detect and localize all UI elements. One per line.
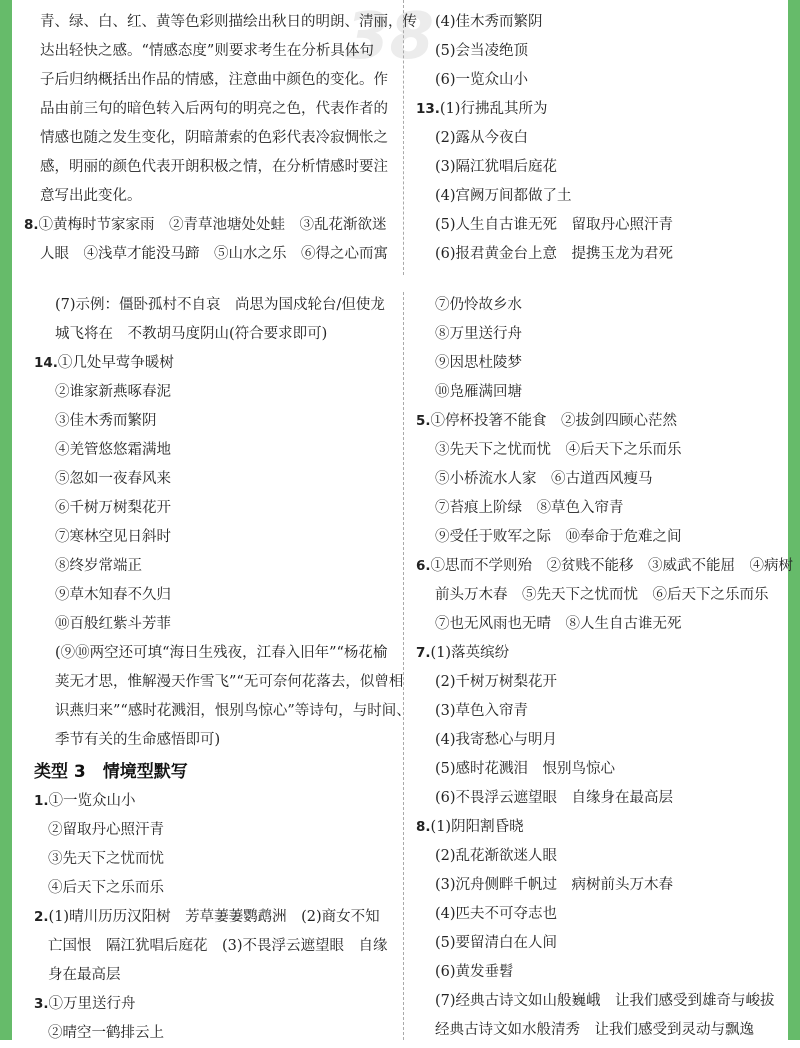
line-text: ⑥千树万树梨花开	[55, 500, 171, 516]
item-number: 1.	[34, 793, 49, 809]
line-text: ⑨草木知春不久归	[55, 587, 171, 603]
line-text: 亡国恨 隔江犹唱后庭花 (3)不畏浮云遮望眼 自缘	[48, 938, 388, 954]
line-text: ④后天下之乐而乐	[48, 880, 164, 896]
text-line	[435, 378, 522, 407]
text-line	[55, 436, 171, 465]
line-text: ⑦寒林空见日斜时	[55, 529, 171, 545]
text-line	[40, 8, 417, 37]
text-line	[435, 8, 543, 37]
line-text: 情感也随之发生变化，阴暗萧索的色彩代表冷寂惆怅之	[40, 130, 388, 146]
item-number: 7.	[416, 645, 431, 661]
text-line	[435, 465, 653, 494]
text-line	[435, 37, 528, 66]
answer-item	[24, 211, 387, 240]
text-line	[55, 320, 327, 349]
text-line	[48, 1019, 164, 1048]
line-text: 品由前三句的暗色转入后两句的明亮之色，代表作者的	[40, 101, 388, 117]
line-text: (3)隔江犹唱后庭花	[435, 159, 558, 175]
text-line	[55, 639, 387, 668]
line-text: (7)经典古诗文如山般巍峨 让我们感受到雄奇与峻拔	[435, 993, 775, 1009]
line-text: (3)沉舟侧畔千帆过 病树前头万木春	[435, 877, 674, 893]
item-number: 2.	[34, 909, 49, 925]
line-text: ⑧万里送行舟	[435, 326, 522, 342]
line-text: ②晴空一鹤排云上	[48, 1025, 164, 1041]
text-line	[40, 66, 388, 95]
answer-item	[416, 95, 547, 124]
text-line	[435, 66, 528, 95]
line-text: ⑧终岁常端正	[55, 558, 142, 574]
line-text: (4)我寄愁心与明月	[435, 732, 558, 748]
line-text: ⑦仍怜故乡水	[435, 297, 522, 313]
line-text: (4)佳木秀而繁阴	[435, 14, 543, 30]
line-text: 经典古诗文如水般清秀 让我们感受到灵动与飘逸	[435, 1022, 754, 1038]
line-text: (6)不畏浮云遮望眼 自缘身在最高层	[435, 790, 674, 806]
line-text: ①停杯投箸不能食 ②拔剑四顾心茫然	[430, 413, 678, 429]
text-line	[55, 697, 411, 726]
text-line	[40, 153, 388, 182]
line-text: ①思而不学则殆 ②贫贱不能移 ③威武不能屈 ④病树	[430, 558, 794, 574]
text-line	[55, 610, 171, 639]
text-line	[435, 1016, 754, 1045]
text-line	[435, 697, 528, 726]
column-divider-top	[403, 0, 404, 275]
line-text: (6)报君黄金台上意 提携玉龙为君死	[435, 246, 674, 262]
line-text: ⑤小桥流水人家 ⑥古道西风瘦马	[435, 471, 653, 487]
line-text: (2)千树万树梨花开	[435, 674, 558, 690]
text-line	[55, 465, 171, 494]
text-line	[435, 987, 775, 1016]
text-line	[40, 240, 388, 269]
text-line	[435, 182, 572, 211]
text-line	[40, 182, 142, 211]
line-text: (5)会当凌绝顶	[435, 43, 529, 59]
line-text: (1)阴阳割昏晓	[430, 819, 524, 835]
text-line	[435, 494, 624, 523]
line-text: (4)宫阙万间都做了土	[435, 188, 572, 204]
line-text: (2)乱花渐欲迷人眼	[435, 848, 558, 864]
text-line	[48, 961, 121, 990]
item-number: 14.	[34, 355, 58, 371]
line-text: 前头万木春 ⑤先天下之忧而忧 ⑥后天下之乐而乐	[435, 587, 769, 603]
text-line	[48, 816, 164, 845]
green-frame-right	[788, 0, 800, 1040]
text-line	[435, 842, 557, 871]
line-text: ③先天下之忧而忧	[48, 851, 164, 867]
line-text: (4)匹夫不可夺志也	[435, 906, 558, 922]
text-line	[55, 378, 171, 407]
line-text: (5)感时花溅泪 恨别鸟惊心	[435, 761, 616, 777]
line-text: 青、绿、白、红、黄等色彩则描绘出秋日的明朗、清丽，传	[40, 14, 417, 30]
text-line	[435, 900, 557, 929]
line-text: (5)要留清白在人间	[435, 935, 558, 951]
answer-item	[416, 552, 793, 581]
section-heading: 类型 3 情境型默写	[34, 762, 188, 782]
text-line	[55, 668, 403, 697]
line-text: 识燕归来”“感时花溅泪，恨别鸟惊心”等诗句，与时间、	[55, 703, 411, 719]
line-text: 季节有关的生命感悟即可)	[55, 732, 221, 748]
line-text: (5)人生自古谁无死 留取丹心照汗青	[435, 217, 674, 233]
line-text: (6)一览众山小	[435, 72, 529, 88]
text-line	[40, 95, 388, 124]
line-text: (⑨⑩两空还可填“海日生残夜，江春入旧年”“杨花榆	[55, 645, 388, 661]
text-line	[435, 240, 673, 269]
text-line	[435, 726, 557, 755]
line-text: ⑨因思杜陵梦	[435, 355, 522, 371]
answer-item	[416, 407, 677, 436]
line-text: ③佳木秀而繁阴	[55, 413, 157, 429]
text-line	[55, 726, 220, 755]
line-text: (7)示例：僵卧孤村不自哀 尚思为国戍轮台/但使龙	[55, 297, 385, 313]
text-line	[435, 871, 673, 900]
item-number: 6.	[416, 558, 431, 574]
line-text: (2)露从今夜白	[435, 130, 529, 146]
line-text: (1)行拂乱其所为	[439, 101, 548, 117]
line-text: ②谁家新燕啄春泥	[55, 384, 171, 400]
line-text: (1)落英缤纷	[430, 645, 510, 661]
text-line	[55, 407, 157, 436]
answer-item	[416, 639, 509, 668]
text-line	[48, 874, 164, 903]
svg-text:38: 38	[345, 0, 435, 70]
line-text: (3)草色入帘青	[435, 703, 529, 719]
line-text: ⑩百般红紫斗芳菲	[55, 616, 171, 632]
text-line	[40, 37, 374, 66]
item-number: 5.	[416, 413, 431, 429]
text-line	[435, 581, 769, 610]
answer-item	[34, 787, 136, 816]
line-text: (6)黄发垂髫	[435, 964, 514, 980]
text-line	[55, 552, 142, 581]
line-text: ⑩凫雁满回塘	[435, 384, 522, 400]
line-text: 荚无才思，惟解漫天作雪飞”“无可奈何花落去，似曾相	[55, 674, 404, 690]
text-line	[435, 755, 615, 784]
answer-item	[416, 813, 524, 842]
text-line	[435, 349, 522, 378]
line-text: ②留取丹心照汗青	[48, 822, 164, 838]
text-line	[435, 523, 682, 552]
item-number: 8.	[416, 819, 431, 835]
text-line	[48, 932, 388, 961]
line-text: 子后归纳概括出作品的情感，注意曲中颜色的变化。作	[40, 72, 388, 88]
line-text: ⑤忽如一夜春风来	[55, 471, 171, 487]
answer-item	[34, 903, 380, 932]
line-text: ⑦苔痕上阶绿 ⑧草色入帘青	[435, 500, 624, 516]
line-text: 感，明丽的颜色代表开朗积极之情，在分析情感时要注	[40, 159, 388, 175]
line-text: ①一览众山小	[48, 793, 136, 809]
line-text: ⑦也无风雨也无晴 ⑧人生自古谁无死	[435, 616, 682, 632]
item-number: 8.	[24, 217, 39, 233]
line-text: 意写出此变化。	[40, 188, 142, 204]
text-line	[435, 929, 557, 958]
text-line	[435, 784, 673, 813]
text-line	[55, 523, 171, 552]
column-divider-bottom	[403, 292, 404, 1040]
text-line	[435, 124, 528, 153]
text-line	[435, 610, 682, 639]
item-number: 13.	[416, 101, 440, 117]
text-line	[435, 436, 682, 465]
line-text: ⑨受任于败军之际 ⑩奉命于危难之间	[435, 529, 682, 545]
text-line	[55, 581, 171, 610]
text-line	[40, 124, 388, 153]
green-frame-left	[0, 0, 12, 1040]
text-line	[435, 211, 673, 240]
text-line	[435, 153, 557, 182]
text-line	[435, 958, 514, 987]
line-text: ①黄梅时节家家雨 ②青草池塘处处蛙 ③乱花渐欲迷	[38, 217, 387, 233]
text-line	[435, 668, 557, 697]
line-text: ①几处早莺争暖树	[57, 355, 174, 371]
text-line	[55, 291, 385, 320]
text-line	[55, 494, 171, 523]
text-line	[435, 320, 522, 349]
line-text: ④羌管悠悠霜满地	[55, 442, 171, 458]
line-text: ①万里送行舟	[48, 996, 136, 1012]
text-line	[435, 291, 522, 320]
text-line	[48, 845, 164, 874]
answer-item	[34, 990, 136, 1019]
line-text: 身在最高层	[48, 967, 121, 983]
line-text: ③先天下之忧而忧 ④后天下之乐而乐	[435, 442, 682, 458]
item-number: 3.	[34, 996, 49, 1012]
line-text: 人眼 ④浅草才能没马蹄 ⑤山水之乐 ⑥得之心而寓	[40, 246, 388, 262]
line-text: (1)晴川历历汉阳树 芳草萋萋鹦鹉洲 (2)商女不知	[48, 909, 380, 925]
answer-item	[34, 349, 174, 378]
line-text: 达出轻快之感。“情感态度”则要求考生在分析具体句	[40, 43, 374, 59]
line-text: 城飞将在 不教胡马度阴山(符合要求即可)	[55, 326, 328, 342]
